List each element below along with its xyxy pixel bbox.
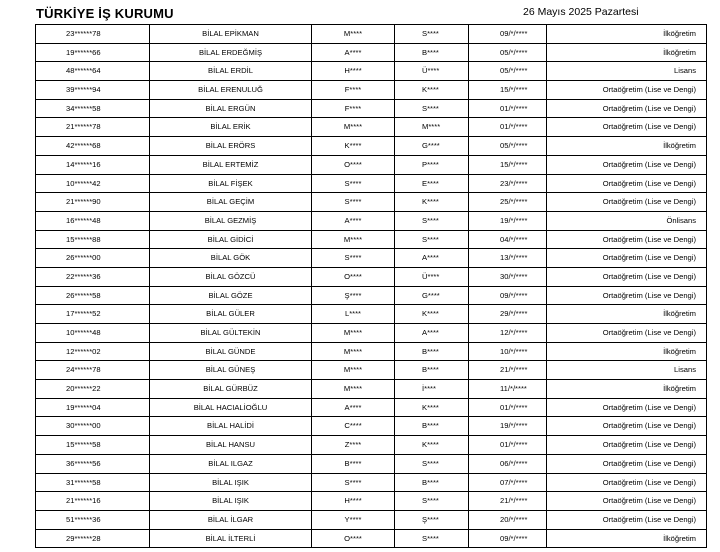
name-cell: BİLAL HALİDİ [150,417,312,436]
birth-date-cell: 01/*/**** [469,398,547,417]
id-cell: 17******52 [36,305,150,324]
birth-date-cell: 25/*/**** [469,193,547,212]
report-date: 26 Mayıs 2025 Pazartesi [523,6,639,18]
id-cell: 20******22 [36,380,150,399]
father-initial-cell: S**** [312,249,395,268]
father-initial-cell: L**** [312,305,395,324]
name-cell: BİLAL GEÇİM [150,193,312,212]
mother-initial-cell: Ü**** [395,267,469,286]
birth-date-cell: 01/*/**** [469,436,547,455]
birth-date-cell: 11/*/**** [469,380,547,399]
education-cell: Ortaöğretim (Lise ve Dengi) [547,155,707,174]
mother-initial-cell: K**** [395,436,469,455]
table-row [36,305,707,324]
table-row [36,510,707,529]
name-cell: BİLAL GÜLER [150,305,312,324]
mother-initial-cell: A**** [395,324,469,343]
father-initial-cell: O**** [312,155,395,174]
mother-initial-cell: M**** [395,118,469,137]
education-cell: İlköğretim [547,305,707,324]
records-table [35,24,707,548]
id-cell: 19******66 [36,43,150,62]
education-cell: Ortaöğretim (Lise ve Dengi) [547,286,707,305]
father-initial-cell: A**** [312,211,395,230]
education-cell: Ortaöğretim (Lise ve Dengi) [547,267,707,286]
father-initial-cell: F**** [312,81,395,100]
mother-initial-cell: S**** [395,529,469,548]
birth-date-cell: 30/*/**** [469,267,547,286]
id-cell: 42******68 [36,137,150,156]
id-cell: 21******16 [36,492,150,511]
education-cell: Önlisans [547,211,707,230]
id-cell: 15******88 [36,230,150,249]
name-cell: BİLAL ERGÜN [150,99,312,118]
name-cell: BİLAL İLGAR [150,510,312,529]
father-initial-cell: Z**** [312,436,395,455]
id-cell: 19******04 [36,398,150,417]
father-initial-cell: O**** [312,529,395,548]
birth-date-cell: 09/*/**** [469,529,547,548]
table-row [36,249,707,268]
mother-initial-cell: Ş**** [395,510,469,529]
id-cell: 26******58 [36,286,150,305]
mother-initial-cell: B**** [395,417,469,436]
birth-date-cell: 04/*/**** [469,230,547,249]
name-cell: BİLAL HACIALİOĞLU [150,398,312,417]
father-initial-cell: M**** [312,380,395,399]
mother-initial-cell: B**** [395,473,469,492]
id-cell: 48******64 [36,62,150,81]
mother-initial-cell: B**** [395,342,469,361]
mother-initial-cell: P**** [395,155,469,174]
id-cell: 15******58 [36,436,150,455]
birth-date-cell: 05/*/**** [469,137,547,156]
name-cell: BİLAL GÜNEŞ [150,361,312,380]
name-cell: BİLAL GÖK [150,249,312,268]
education-cell: İlköğretim [547,529,707,548]
mother-initial-cell: G**** [395,286,469,305]
table-row [36,436,707,455]
table-row [36,230,707,249]
father-initial-cell: M**** [312,324,395,343]
name-cell: BİLAL GEZMİŞ [150,211,312,230]
birth-date-cell: 19/*/**** [469,417,547,436]
table-row [36,398,707,417]
father-initial-cell: S**** [312,174,395,193]
mother-initial-cell: K**** [395,81,469,100]
table-row [36,99,707,118]
table-row [36,81,707,100]
id-cell: 36******56 [36,454,150,473]
name-cell: BİLAL GÜLTEKİN [150,324,312,343]
table-row [36,417,707,436]
table-row [36,473,707,492]
birth-date-cell: 01/*/**** [469,99,547,118]
table-row [36,361,707,380]
birth-date-cell: 20/*/**** [469,510,547,529]
id-cell: 26******00 [36,249,150,268]
education-cell: Ortaöğretim (Lise ve Dengi) [547,398,707,417]
birth-date-cell: 06/*/**** [469,454,547,473]
education-cell: Ortaöğretim (Lise ve Dengi) [547,324,707,343]
birth-date-cell: 21/*/**** [469,361,547,380]
education-cell: Ortaöğretim (Lise ve Dengi) [547,118,707,137]
table-row [36,155,707,174]
father-initial-cell: K**** [312,137,395,156]
education-cell: Ortaöğretim (Lise ve Dengi) [547,81,707,100]
education-cell: İlköğretim [547,43,707,62]
mother-initial-cell: S**** [395,454,469,473]
education-cell: İlköğretim [547,137,707,156]
table-row [36,286,707,305]
father-initial-cell: C**** [312,417,395,436]
birth-date-cell: 05/*/**** [469,43,547,62]
education-cell: Ortaöğretim (Lise ve Dengi) [547,417,707,436]
mother-initial-cell: S**** [395,211,469,230]
birth-date-cell: 09/*/**** [469,25,547,44]
mother-initial-cell: G**** [395,137,469,156]
mother-initial-cell: S**** [395,492,469,511]
name-cell: BİLAL GÖZE [150,286,312,305]
mother-initial-cell: S**** [395,99,469,118]
father-initial-cell: M**** [312,118,395,137]
education-cell: Ortaöğretim (Lise ve Dengi) [547,174,707,193]
birth-date-cell: 23/*/**** [469,174,547,193]
father-initial-cell: H**** [312,492,395,511]
id-cell: 12******02 [36,342,150,361]
table-row [36,174,707,193]
education-cell: Lisans [547,62,707,81]
mother-initial-cell: A**** [395,249,469,268]
mother-initial-cell: E**** [395,174,469,193]
education-cell: İlköğretim [547,342,707,361]
name-cell: BİLAL FİŞEK [150,174,312,193]
page-header [0,0,720,24]
name-cell: BİLAL GÖZCÜ [150,267,312,286]
education-cell: Ortaöğretim (Lise ve Dengi) [547,230,707,249]
id-cell: 14******16 [36,155,150,174]
name-cell: BİLAL ERDEĞMİŞ [150,43,312,62]
id-cell: 10******48 [36,324,150,343]
education-cell: Ortaöğretim (Lise ve Dengi) [547,454,707,473]
table-row [36,62,707,81]
name-cell: BİLAL GİDİCİ [150,230,312,249]
father-initial-cell: M**** [312,361,395,380]
father-initial-cell: A**** [312,398,395,417]
birth-date-cell: 07/*/**** [469,473,547,492]
id-cell: 16******48 [36,211,150,230]
id-cell: 21******90 [36,193,150,212]
education-cell: Ortaöğretim (Lise ve Dengi) [547,249,707,268]
father-initial-cell: A**** [312,43,395,62]
name-cell: BİLAL ERENULUĞ [150,81,312,100]
mother-initial-cell: S**** [395,230,469,249]
table-row [36,211,707,230]
education-cell: İlköğretim [547,25,707,44]
father-initial-cell: M**** [312,25,395,44]
education-cell: Ortaöğretim (Lise ve Dengi) [547,193,707,212]
table-row [36,324,707,343]
education-cell: Lisans [547,361,707,380]
id-cell: 21******78 [36,118,150,137]
id-cell: 39******94 [36,81,150,100]
mother-initial-cell: K**** [395,398,469,417]
name-cell: BİLAL EPİKMAN [150,25,312,44]
education-cell: Ortaöğretim (Lise ve Dengi) [547,492,707,511]
name-cell: BİLAL GÜNDE [150,342,312,361]
education-cell: Ortaöğretim (Lise ve Dengi) [547,99,707,118]
birth-date-cell: 15/*/**** [469,155,547,174]
table-row [36,492,707,511]
birth-date-cell: 10/*/**** [469,342,547,361]
table-row [36,454,707,473]
id-cell: 51******36 [36,510,150,529]
id-cell: 30******00 [36,417,150,436]
father-initial-cell: S**** [312,193,395,212]
mother-initial-cell: İ**** [395,380,469,399]
birth-date-cell: 13/*/**** [469,249,547,268]
table-row [36,380,707,399]
name-cell: BİLAL IŞIK [150,492,312,511]
mother-initial-cell: B**** [395,361,469,380]
birth-date-cell: 29/*/**** [469,305,547,324]
birth-date-cell: 21/*/**** [469,492,547,511]
birth-date-cell: 12/*/**** [469,324,547,343]
table-row [36,267,707,286]
id-cell: 10******42 [36,174,150,193]
table-row [36,529,707,548]
organization-title: TÜRKİYE İŞ KURUMU [36,6,174,21]
birth-date-cell: 01/*/**** [469,118,547,137]
id-cell: 31******58 [36,473,150,492]
mother-initial-cell: K**** [395,305,469,324]
education-cell: Ortaöğretim (Lise ve Dengi) [547,510,707,529]
birth-date-cell: 15/*/**** [469,81,547,100]
id-cell: 34******58 [36,99,150,118]
birth-date-cell: 09/*/**** [469,286,547,305]
education-cell: İlköğretim [547,380,707,399]
id-cell: 23******78 [36,25,150,44]
records-table-body [36,25,707,548]
father-initial-cell: O**** [312,267,395,286]
name-cell: BİLAL GÜRBÜZ [150,380,312,399]
father-initial-cell: Ş**** [312,286,395,305]
mother-initial-cell: K**** [395,193,469,212]
id-cell: 24******78 [36,361,150,380]
table-row [36,193,707,212]
father-initial-cell: H**** [312,62,395,81]
education-cell: Ortaöğretim (Lise ve Dengi) [547,436,707,455]
education-cell: Ortaöğretim (Lise ve Dengi) [547,473,707,492]
birth-date-cell: 19/*/**** [469,211,547,230]
name-cell: BİLAL ERÖRS [150,137,312,156]
mother-initial-cell: S**** [395,25,469,44]
father-initial-cell: M**** [312,230,395,249]
table-row [36,342,707,361]
birth-date-cell: 05/*/**** [469,62,547,81]
table-row [36,25,707,44]
table-row [36,118,707,137]
table-row [36,43,707,62]
name-cell: BİLAL İLTERLİ [150,529,312,548]
name-cell: BİLAL ERDİL [150,62,312,81]
father-initial-cell: F**** [312,99,395,118]
father-initial-cell: Y**** [312,510,395,529]
table-row [36,137,707,156]
name-cell: BİLAL ILGAZ [150,454,312,473]
name-cell: BİLAL HANSU [150,436,312,455]
father-initial-cell: S**** [312,473,395,492]
id-cell: 22******36 [36,267,150,286]
father-initial-cell: M**** [312,342,395,361]
id-cell: 29******28 [36,529,150,548]
father-initial-cell: B**** [312,454,395,473]
name-cell: BİLAL ERİK [150,118,312,137]
mother-initial-cell: B**** [395,43,469,62]
mother-initial-cell: Ü**** [395,62,469,81]
name-cell: BİLAL ERTEMİZ [150,155,312,174]
name-cell: BİLAL IŞIK [150,473,312,492]
